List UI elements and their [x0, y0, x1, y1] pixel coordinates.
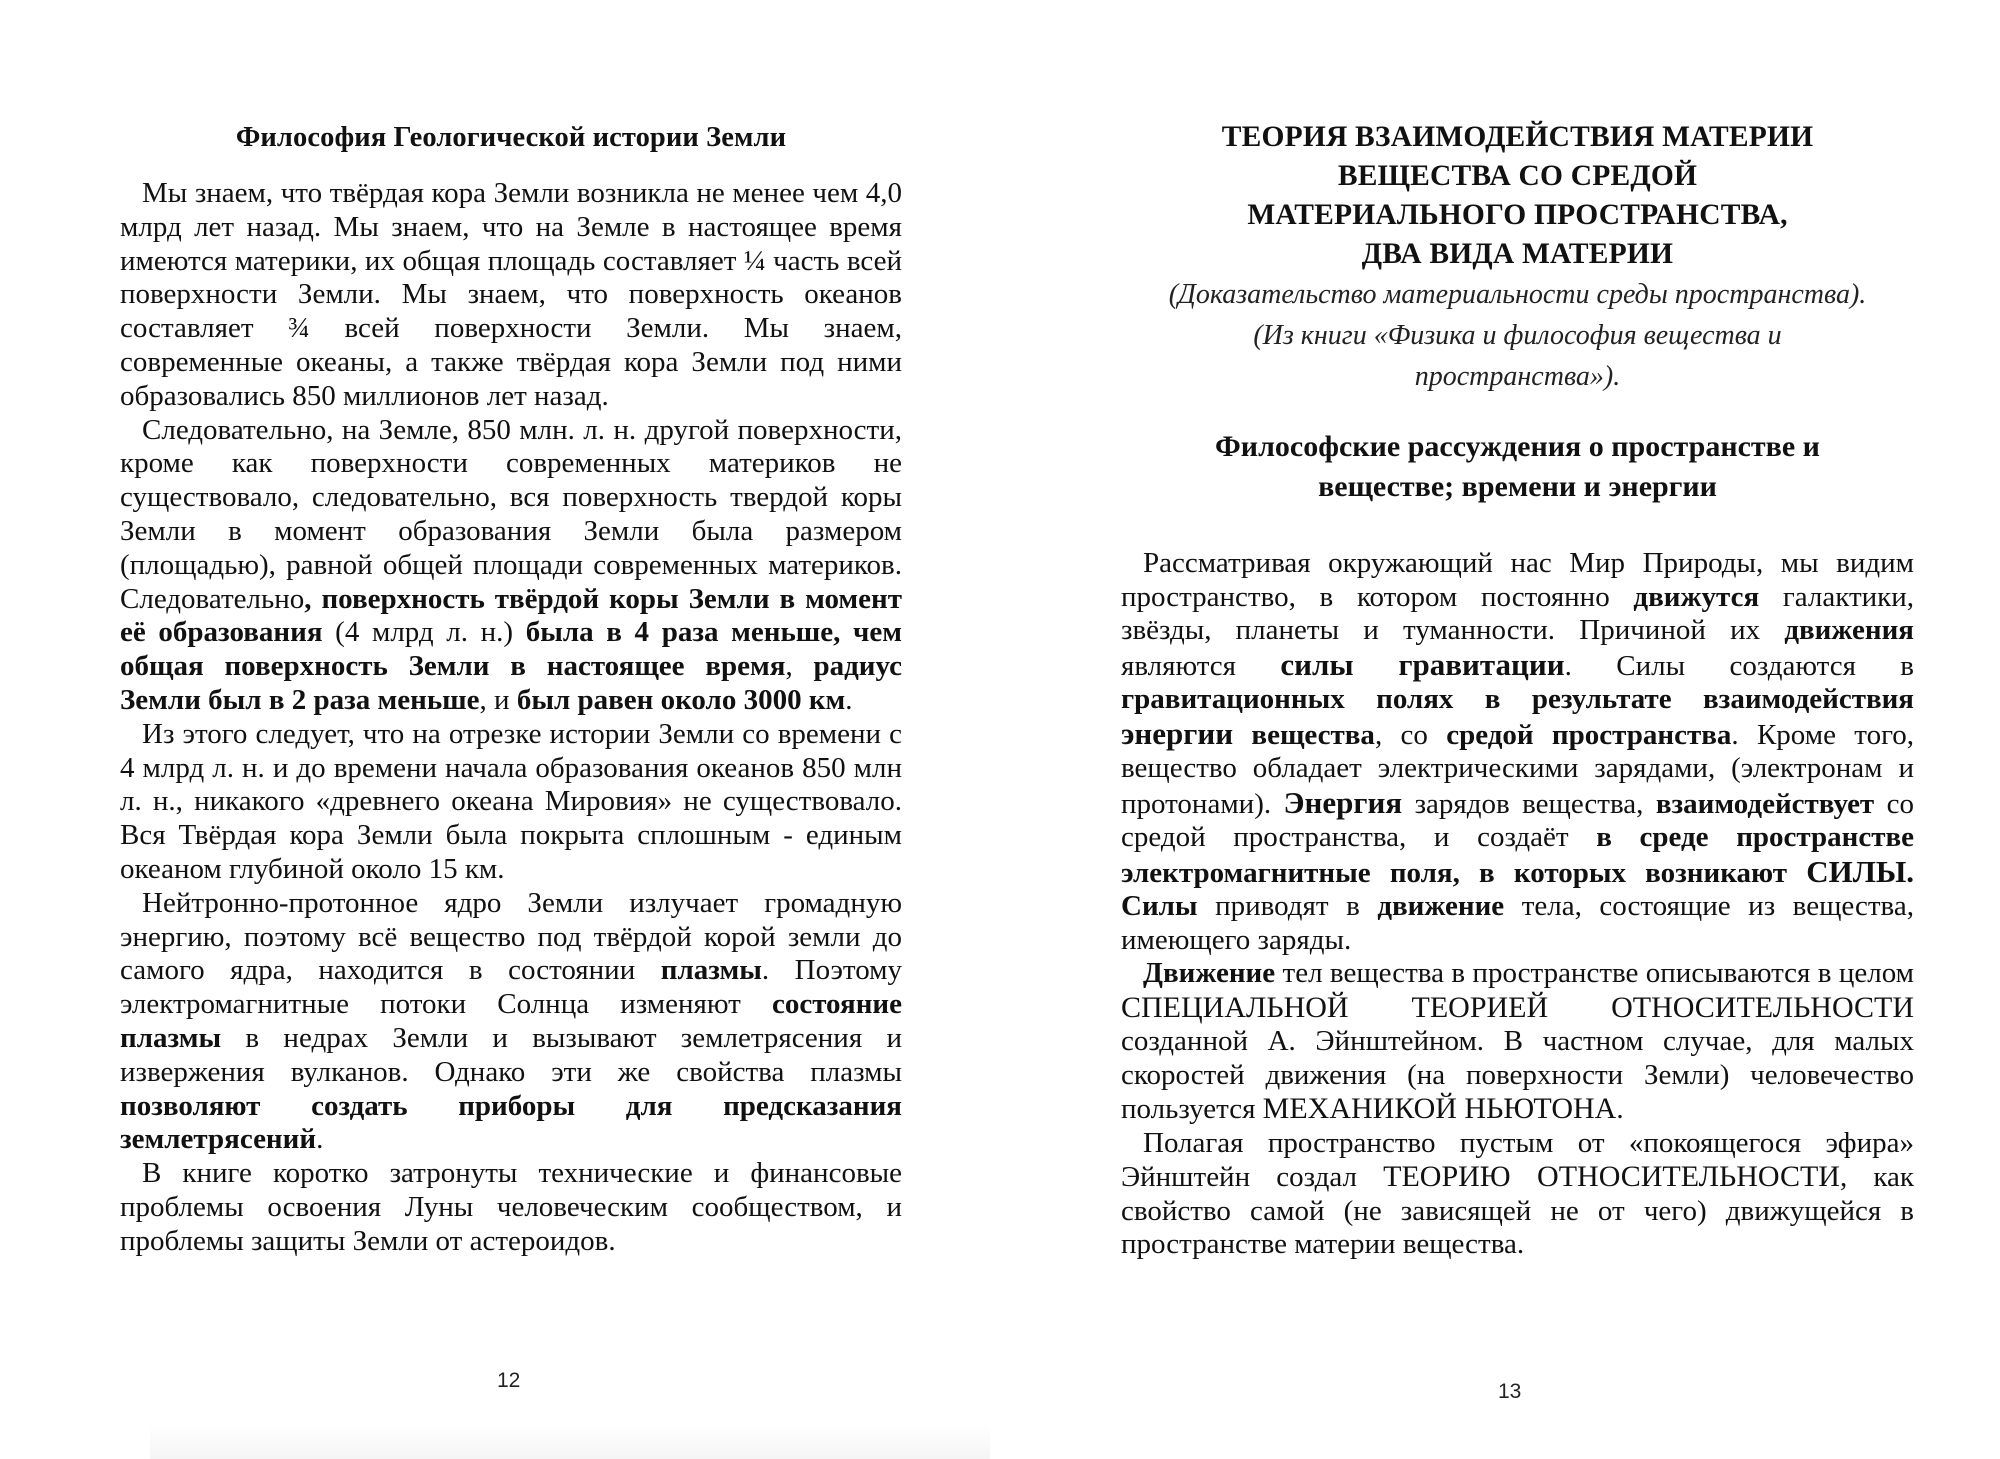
bold-run: силы гравитации [1280, 646, 1565, 682]
left-paragraph-5: В книге коротко затронуты технические и финансовые проблемы освоения Луны человеческим сообществом, и проблемы защиты Земли от астероидов. [120, 1157, 902, 1257]
text-run: тела, состоящие из вещества, имеющего заряды. [1121, 890, 1914, 956]
left-page-title: Философия Геологической истории Земли [235, 122, 787, 153]
title-line: ТЕОРИЯ ВЗАИМОДЕЙСТВИЯ МАТЕРИИ [1221, 121, 1814, 153]
text-run: Нейтронно-протонное ядро Земли излучает громадную энергию, поэтому всё вещество под твёрдой корой земли до самого ядра, находится в состоянии [120, 886, 902, 987]
page-number-left: 12 [497, 1369, 521, 1392]
bold-run: в среде пространстве электромагнитные поля, в которых возникают [1121, 821, 1914, 889]
right-page-text-column [1121, 118, 1914, 1262]
bold-run: энергии [1121, 715, 1234, 751]
text-run [1787, 857, 1806, 889]
text-run: зарядов вещества, [1402, 787, 1656, 820]
text-run: являются [1121, 649, 1281, 682]
bold-run: плазмы [660, 954, 762, 987]
left-paragraph-1: Мы знаем, что твёрдая кора Земли возникла не менее чем 4,0 млрд лет назад. Мы знаем, что на Земле в настоящее время имеются материки, их общая площадь составляет ¼ часть всей поверхности Земли. Мы знаем, что поверхность океанов составляет ¾ всей поверхности Земли. Мы знаем, современные океаны, а также твёрдая кора Земли под ними образовались 850 миллионов лет назад. [120, 177, 902, 412]
title-line: МАТЕРИАЛЬНОГО ПРОСТРАНСТВА, [1247, 199, 1788, 231]
bold-run: Силы [1121, 890, 1198, 922]
bold-run: средой пространства [1446, 718, 1732, 751]
title-line: ВЕЩЕСТВА СО СРЕДОЙ [1337, 160, 1698, 192]
text-run: созданной А. Эйнштейном. В частном случае, для малых скоростей движения (на поверхности Земли) человечество пользуется [1121, 1025, 1914, 1125]
right-page [1000, 0, 2000, 1459]
bold-run: движение [1377, 890, 1505, 922]
bold-run: радиус Земли был в 2 раза меньше [120, 650, 902, 716]
text-run: . Поэтому электромагнитные потоки Солнца изменяют [120, 954, 902, 1021]
text-run: приводят в [1197, 890, 1378, 922]
right-paragraph-2 [1121, 957, 1914, 1127]
text-run: , [785, 650, 814, 683]
text-run: Следовательно, на Земле, 850 млн. л. н. другой поверхности, кроме как поверхности современных материков не существовало, следовательно, вся поверхность твердой коры Земли в момент образования Земли была размером (площадью), равной общей площади современных материков. Следовательно [120, 413, 902, 615]
heading-line: Философские рассуждения о пространстве и [1215, 430, 1820, 463]
right-page-title [1121, 118, 1914, 274]
scan-shadow [150, 1425, 990, 1459]
subtitle-line: (Из книги «Физика и философия вещества и [1253, 320, 1782, 351]
text-run: галактики, звёзды, планеты и туманности. Причиной их [1121, 580, 1914, 646]
left-page-text-column [120, 120, 902, 1259]
text-run: тел вещества в пространстве описываются в целом [1275, 957, 1914, 989]
title-line: ДВА ВИДА МАТЕРИИ [1361, 238, 1674, 270]
text-run: в недрах Земли и вызывают землетрясения и извержения вулканов. Однако эти же свойства плазмы [120, 1021, 902, 1088]
caps-run: ТЕОРИЮ ОТНОСИТЕЛЬНОСТИ [1383, 1160, 1840, 1193]
right-paragraph-3 [1121, 1127, 1914, 1262]
section-heading [1121, 427, 1914, 507]
bold-run: Движение [1143, 957, 1276, 989]
bold-run: была в 4 раза меньше, чем общая поверхность Земли в настоящее время [120, 616, 902, 683]
text-run: . [1616, 1093, 1624, 1125]
right-paragraph-1 [1121, 547, 1914, 957]
text-run: (4 млрд л. н.) [322, 616, 526, 649]
subtitle-line: пространства»). [1414, 361, 1621, 392]
bold-run: движения [1784, 614, 1914, 646]
bold-run: Энергия [1283, 784, 1403, 820]
right-page-subtitle [1121, 274, 1914, 397]
text-run: Рассматривая окружающий нас Мир Природы, мы видим пространство, в котором постоянно [1121, 547, 1914, 613]
bold-run: взаимодействует [1655, 787, 1875, 820]
text-run: Полагая пространство пустым от «покоящегося эфира» Эйнштейн создал [1121, 1126, 1914, 1193]
heading-line: веществе; времени и энергии [1318, 470, 1717, 503]
text-run: со средой пространства, и создаёт [1121, 787, 1914, 853]
text-run [1233, 719, 1251, 751]
bold-run: был равен около 3000 км [516, 683, 846, 716]
caps-run: МЕХАНИКОЙ НЬЮТОНА [1262, 1092, 1617, 1125]
text-run: . [845, 683, 853, 716]
bold-run: вещества [1251, 718, 1375, 751]
subtitle-line: (Доказательство материальности среды пространства). [1168, 279, 1867, 310]
left-paragraph-4 [120, 887, 902, 1157]
caps-run: СПЕЦИАЛЬНОЙ ТЕОРИЕЙ ОТНОСИТЕЛЬНОСТИ [1121, 990, 1914, 1024]
left-paragraph-2 [120, 414, 902, 718]
bold-run: состояние плазмы [120, 988, 902, 1054]
text-run: . Кроме того, вещество обладает электрическими зарядами, (электронам и протонами). [1121, 718, 1915, 820]
text-run: , как свойство самой (не зависящей не от чего) движущейся в пространстве материи вещества. [1121, 1161, 1914, 1260]
bold-run: движутся [1633, 580, 1760, 613]
text-run: . [316, 1123, 324, 1156]
bold-run: позволяют создать приборы для предсказания землетрясений [120, 1089, 902, 1156]
text-run: , со [1374, 718, 1447, 751]
left-paragraph-3: Из этого следует, что на отрезке истории Земли со времени с 4 млрд л. н. и до времени начала образования океанов 850 млн л. н., никакого «древнего океана Мировия» не существовало. Вся Твёрдая кора Земли была покрыта сплошным - единым океаном глубиной около 15 км. [120, 717, 902, 885]
text-run: , и [479, 683, 517, 716]
page-number-right: 13 [1498, 1380, 1522, 1403]
bold-run: гравитационных полях в результате взаимодействия [1121, 683, 1914, 715]
bold-run: СИЛЫ. [1806, 853, 1915, 889]
text-run: . Силы создаются в [1564, 649, 1915, 682]
bold-run: , поверхность твёрдой коры Земли в момент её образования [120, 582, 902, 649]
